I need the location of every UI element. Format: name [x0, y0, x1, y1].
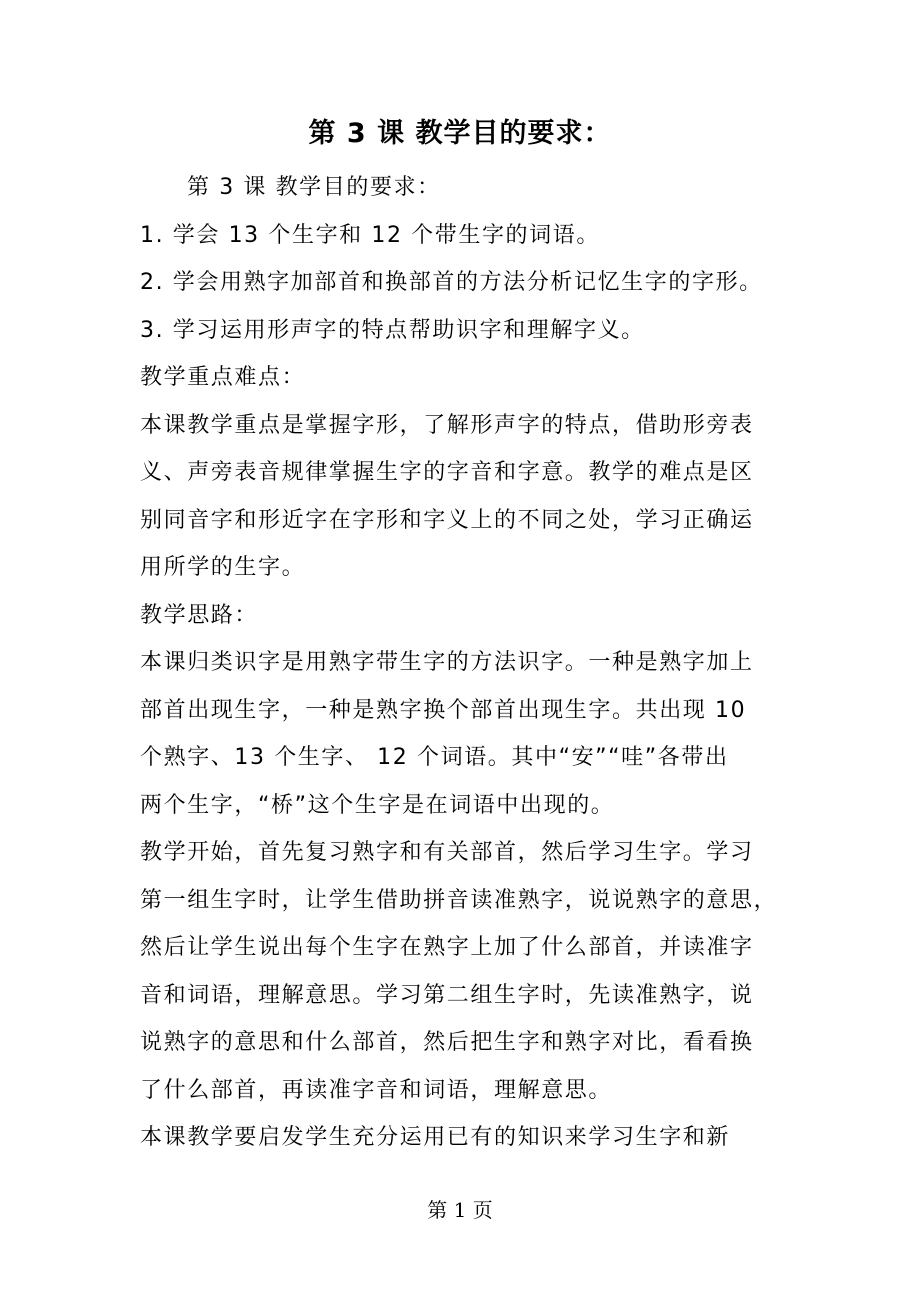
- body-line: 1. 学会 13 个生字和 12 个带生字的词语。: [140, 222, 600, 248]
- body-line: 第 3 课 教学目的要求：: [187, 175, 441, 200]
- body-line: 用所学的生字。: [140, 555, 306, 580]
- body-line: 本课归类识字是用熟字带生字的方法识字。一种是熟字加上: [140, 650, 754, 675]
- body-line: 然后让学生说出每个生字在熟字上加了什么部首，并读准字: [140, 935, 754, 960]
- page-number: 第 1 页: [427, 1198, 493, 1222]
- body-line: 第一组生字时，让学生借助拼音读准熟字，说说熟字的意思，: [140, 887, 778, 913]
- body-line: 个熟字、13 个生字、 12 个词语。其中“安”“哇”各带出: [140, 745, 729, 770]
- page-footer: [0, 1192, 920, 1228]
- section-heading: 教学思路：: [140, 602, 259, 628]
- body-line: 音和词语，理解意思。学习第二组生字时，先读准熟字，说: [140, 982, 754, 1008]
- body-line: 两个生字，“桥”这个生字是在词语中出现的。: [140, 792, 615, 818]
- body-line: 3. 学习运用形声字的特点帮助识字和理解字义。: [140, 317, 645, 343]
- body-line: 本课教学重点是掌握字形，了解形声字的特点，借助形旁表: [140, 412, 754, 438]
- body-line: 了什么部首，再读准字音和词语，理解意思。: [140, 1077, 613, 1103]
- body-line: 2. 学会用熟字加部首和换部首的方法分析记忆生字的字形。: [140, 270, 763, 295]
- body-line: 义、声旁表音规律掌握生字的字音和字意。教学的难点是区: [140, 460, 754, 485]
- body-line: 部首出现生字，一种是熟字换个部首出现生字。共出现 10: [140, 697, 747, 723]
- body-line: 教学开始，首先复习熟字和有关部首，然后学习生字。学习: [140, 840, 754, 865]
- section-heading: 教学重点难点：: [140, 365, 306, 390]
- body-line: 本课教学要启发学生充分运用已有的知识来学习生字和新: [140, 1125, 731, 1150]
- body-line: 别同音字和形近字在字形和字义上的不同之处，学习正确运: [140, 507, 754, 533]
- document-title: 第 3 课 教学目的要求：: [308, 118, 612, 149]
- document-body: [140, 164, 785, 1162]
- body-line: 说熟字的意思和什么部首，然后把生字和熟字对比，看看换: [140, 1030, 754, 1055]
